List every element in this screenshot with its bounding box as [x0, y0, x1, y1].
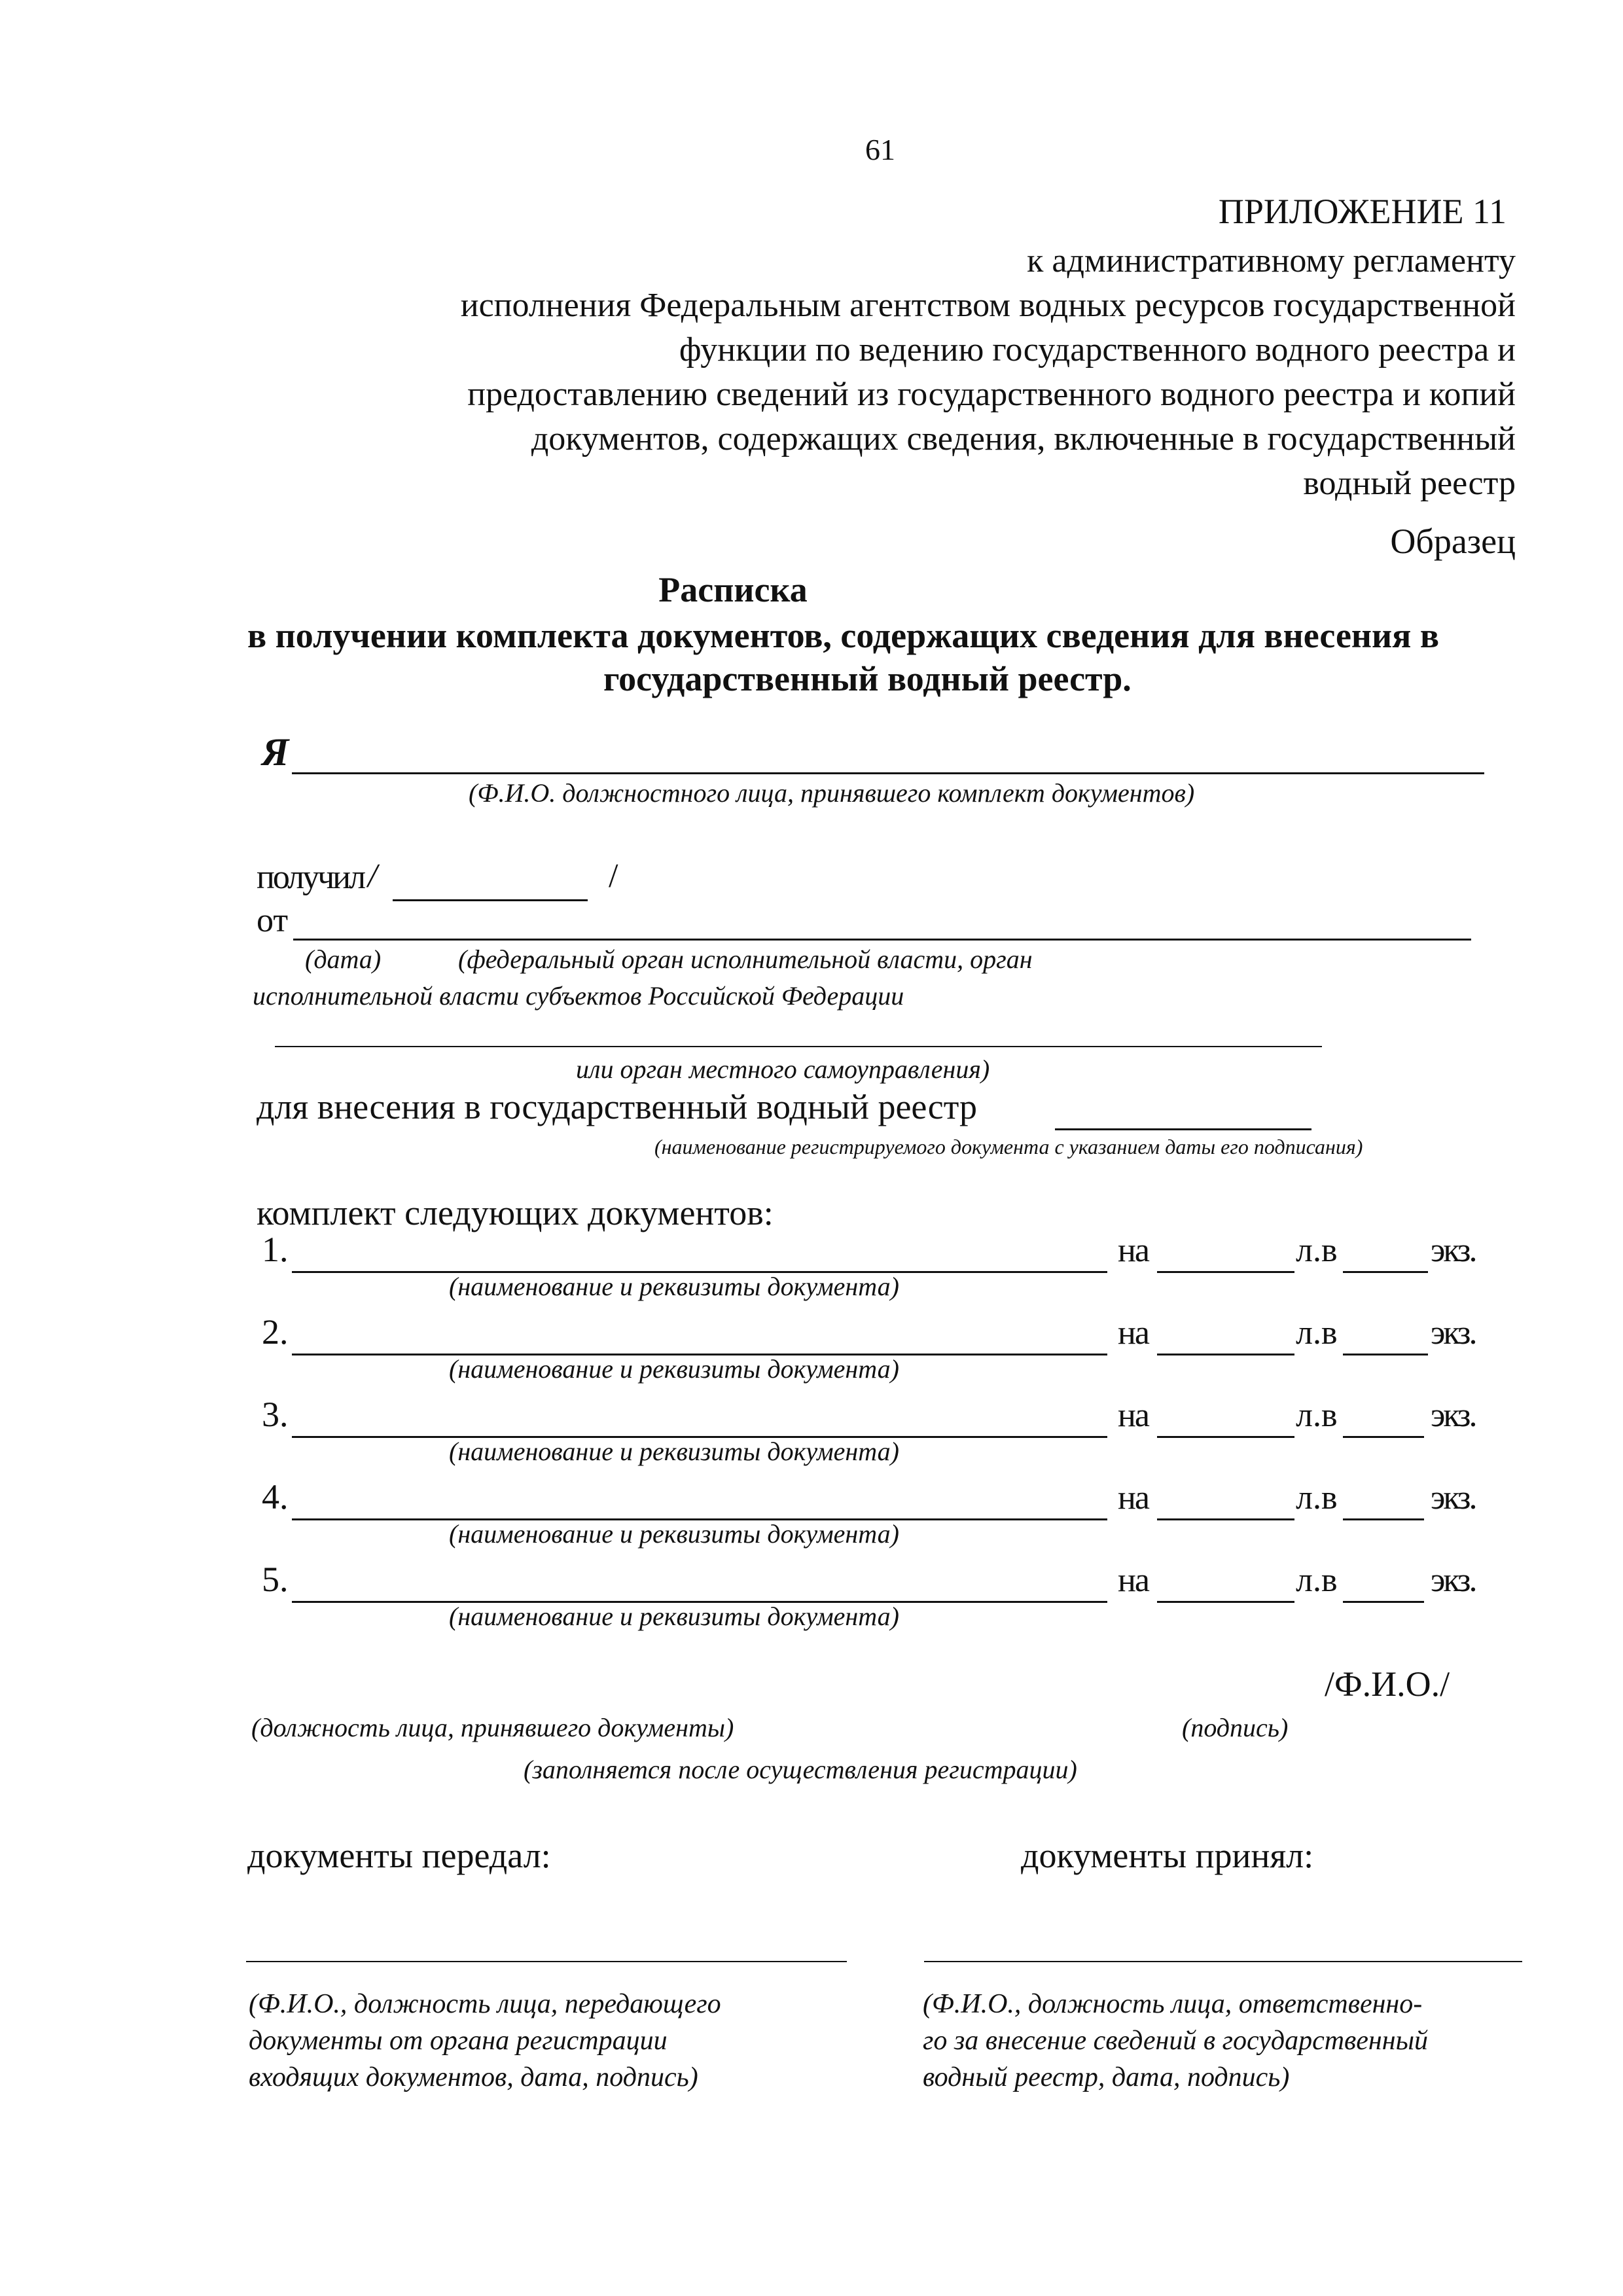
- authority-caption-3: или орган местного самоуправления): [576, 1054, 990, 1084]
- lv-label: л.в: [1296, 1562, 1338, 1599]
- na-label: на: [1118, 1314, 1149, 1352]
- i-label: Я: [262, 730, 289, 774]
- signature-caption: (подпись): [1182, 1713, 1289, 1742]
- ekz-label: экз.: [1431, 1314, 1476, 1352]
- appendix-title: ПРИЛОЖЕНИЕ 11: [1218, 192, 1507, 231]
- document-name-field[interactable]: [292, 1399, 1107, 1438]
- copies-field[interactable]: [1343, 1317, 1428, 1355]
- official-name-field[interactable]: [292, 736, 1484, 774]
- document-caption: (наименование и реквизиты документа): [449, 1437, 899, 1466]
- handed-over-caption-line: входящих документов, дата, подпись): [249, 2062, 698, 2092]
- authority-caption-2: исполнительной власти субъектов Российской Федерации: [253, 981, 904, 1011]
- slash-2: /: [609, 857, 618, 895]
- from-authority-field[interactable]: [293, 902, 1471, 941]
- accepted-signature-line[interactable]: [924, 1961, 1522, 1962]
- slash-1: /: [368, 857, 378, 895]
- document-number: 2.: [262, 1312, 289, 1352]
- document-caption: (наименование и реквизиты документа): [449, 1272, 899, 1301]
- document-name-field[interactable]: [292, 1482, 1107, 1520]
- accepted-caption-line: го за внесение сведений в государственный: [923, 2026, 1429, 2056]
- handed-over-label: документы передал:: [247, 1836, 551, 1875]
- fill-after-caption: (заполняется после осуществления регистрации): [524, 1755, 1077, 1784]
- lv-label: л.в: [1296, 1232, 1338, 1269]
- ekz-label: экз.: [1431, 1562, 1476, 1599]
- handed-over-caption-line: документы от органа регистрации: [249, 2026, 668, 2056]
- for-entry-label: для внесения в государственный водный реестр: [257, 1087, 977, 1126]
- ekz-label: экз.: [1431, 1232, 1476, 1269]
- document-number: 4.: [262, 1477, 289, 1516]
- na-label: на: [1118, 1232, 1149, 1269]
- document-caption: (наименование и реквизиты документа): [449, 1354, 899, 1384]
- accepted-label: документы принял:: [1021, 1836, 1314, 1875]
- lv-label: л.в: [1296, 1397, 1338, 1434]
- registered-document-field[interactable]: [1055, 1092, 1311, 1130]
- header-line-5: документов, содержащих сведения, включенные в государственный: [531, 420, 1516, 457]
- received-date-field[interactable]: [393, 863, 588, 901]
- header-line-6: водный реестр: [1303, 465, 1516, 502]
- document-number: 1.: [262, 1230, 289, 1269]
- copies-field[interactable]: [1343, 1234, 1428, 1273]
- header-line-1: к административному регламенту: [1027, 242, 1516, 279]
- sheets-field[interactable]: [1157, 1482, 1294, 1520]
- na-label: на: [1118, 1479, 1149, 1516]
- from-label: от: [257, 902, 289, 939]
- copies-field[interactable]: [1343, 1482, 1424, 1520]
- title-main: Расписка: [658, 570, 808, 609]
- sample-label: Образец: [1390, 522, 1516, 561]
- accepted-caption-line: водный реестр, дата, подпись): [923, 2062, 1290, 2092]
- copies-field[interactable]: [1343, 1399, 1424, 1438]
- document-name-field[interactable]: [292, 1317, 1107, 1355]
- header-line-4: предоставлению сведений из государственного водного реестра и копий: [467, 376, 1516, 413]
- header-line-2: исполнения Федеральным агентством водных ресурсов государственной: [460, 287, 1516, 324]
- page-number: 61: [865, 133, 895, 166]
- copies-field[interactable]: [1343, 1564, 1424, 1603]
- na-label: на: [1118, 1397, 1149, 1434]
- document-caption: (наименование и реквизиты документа): [449, 1602, 899, 1631]
- position-caption: (должность лица, принявшего документы): [251, 1713, 734, 1742]
- handed-over-caption-line: (Ф.И.О., должность лица, передающего: [249, 1989, 721, 2019]
- title-sub-1: в получении комплекта документов, содержащих сведения для внесения в: [247, 616, 1440, 655]
- header-line-3: функции по ведению государственного водного реестра и: [679, 331, 1516, 368]
- sheets-field[interactable]: [1157, 1234, 1294, 1273]
- lv-label: л.в: [1296, 1479, 1338, 1516]
- accepted-caption-line: (Ф.И.О., должность лица, ответственно-: [923, 1989, 1423, 2019]
- na-label: на: [1118, 1562, 1149, 1599]
- lv-label: л.в: [1296, 1314, 1338, 1352]
- authority-continuation-line[interactable]: [275, 1046, 1322, 1047]
- received-label: получил: [257, 859, 365, 896]
- document-number: 3.: [262, 1395, 289, 1434]
- authority-caption-1: (федеральный орган исполнительной власти, орган: [458, 944, 1033, 974]
- set-label: комплект следующих документов:: [257, 1193, 774, 1232]
- official-name-caption: (Ф.И.О. должностного лица, принявшего комплект документов): [469, 778, 1195, 808]
- document-caption: (наименование и реквизиты документа): [449, 1519, 899, 1549]
- sheets-field[interactable]: [1157, 1317, 1294, 1355]
- for-entry-caption: (наименование регистрируемого документа с указанием даты его подписания): [654, 1135, 1363, 1158]
- sheets-field[interactable]: [1157, 1564, 1294, 1603]
- fio-label: /Ф.И.О./: [1325, 1664, 1450, 1704]
- date-caption: (дата): [305, 944, 382, 974]
- document-name-field[interactable]: [292, 1564, 1107, 1603]
- ekz-label: экз.: [1431, 1397, 1476, 1434]
- document-name-field[interactable]: [292, 1234, 1107, 1273]
- document-number: 5.: [262, 1560, 289, 1599]
- ekz-label: экз.: [1431, 1479, 1476, 1516]
- title-sub-2: государственный водный реестр.: [603, 659, 1132, 698]
- sheets-field[interactable]: [1157, 1399, 1294, 1438]
- handed-over-signature-line[interactable]: [246, 1961, 847, 1962]
